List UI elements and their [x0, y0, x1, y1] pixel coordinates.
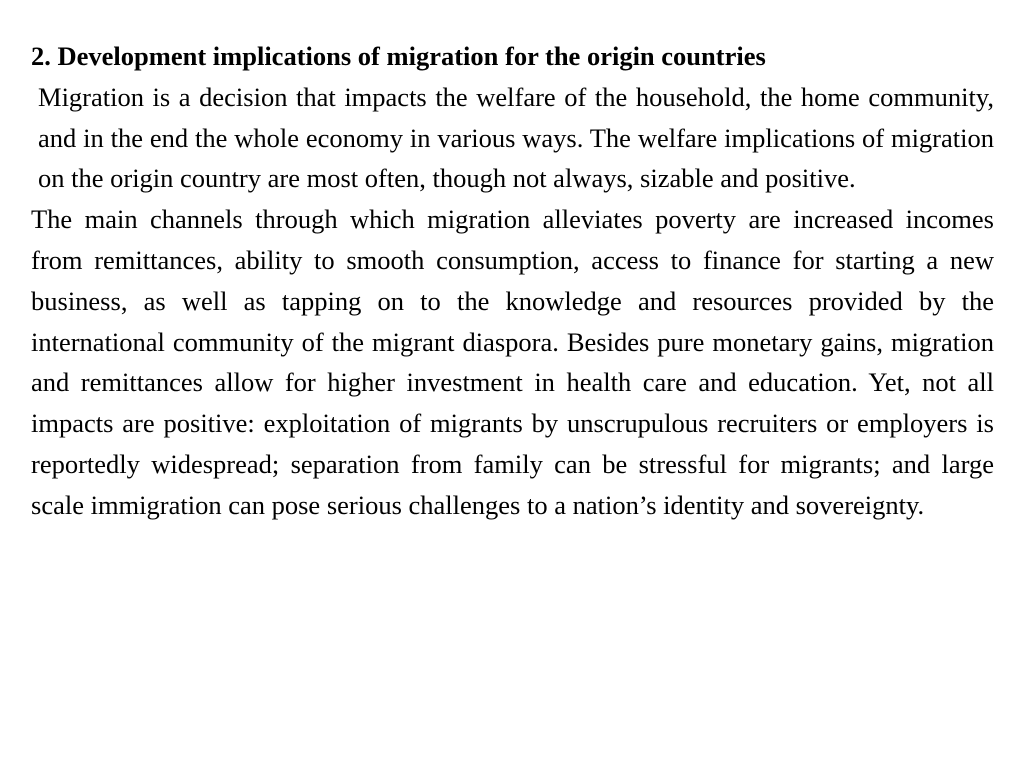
- paragraph-channels: The main channels through which migration alleviates poverty are increased incomes from remittances, ability to smooth consumption, access to finance for starting a new business, as well as tapping on to the knowledge and resources provided by the international community of the migrant diaspora. Besides pure monetary gains, migration and remittances allow for higher investment in health care and education. Yet, not all impacts are positive: exploitation of migrants by unscrupulous recruiters or employers is reportedly widespread; separation from family can be stressful for migrants; and large scale immigration can pose serious challenges to a nation’s identity and sovereignty.: [31, 204, 994, 520]
- paragraph-intro: Migration is a decision that impacts the welfare of the household, the home community, and in the end the whole economy in various ways. The welfare implications of migration on the origin country are most often, though not always, sizable and positive.: [38, 81, 994, 194]
- section-heading: 2. Development implications of migration for the origin countries: [31, 41, 766, 71]
- text-block: [31, 36, 994, 526]
